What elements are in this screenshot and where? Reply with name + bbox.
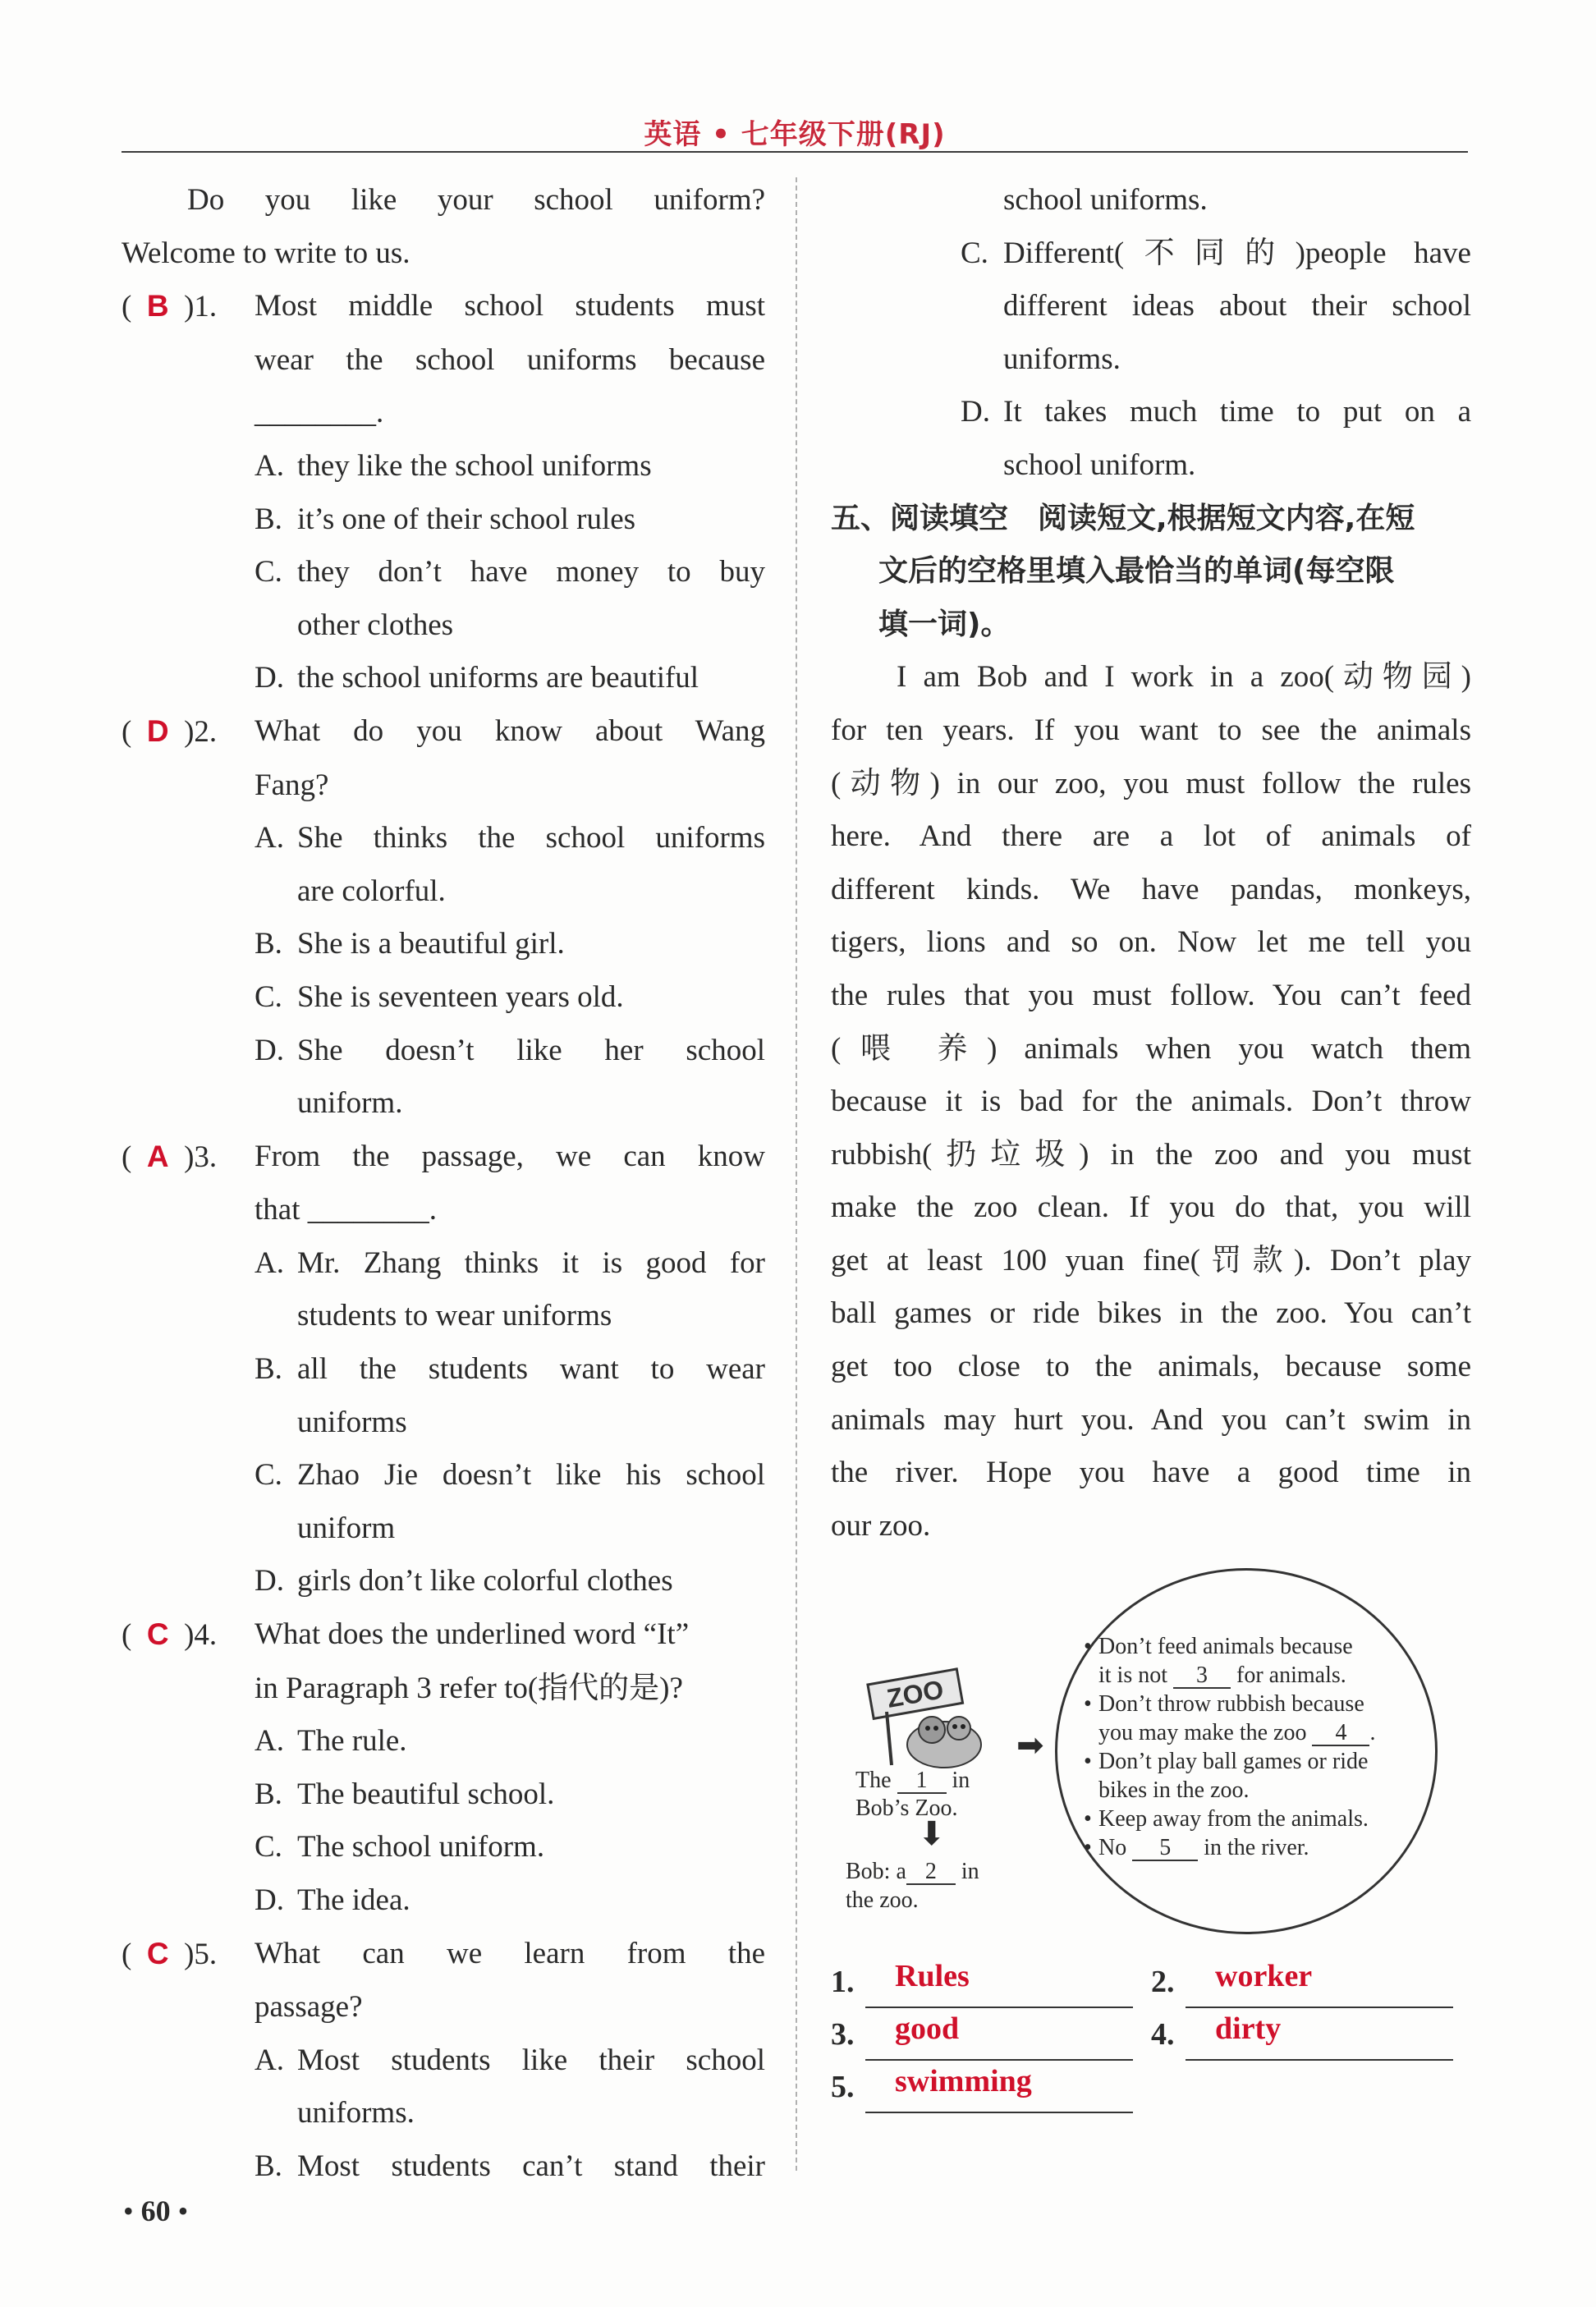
option: uniforms xyxy=(297,1405,407,1439)
header-rule xyxy=(122,151,1468,153)
option: A. Most students like their school xyxy=(255,2043,765,2077)
answer-4: 4. dirty xyxy=(1151,2008,1471,2061)
option: A. Mr. Zhang thinks it is good for xyxy=(255,1245,765,1280)
rule-item: • Don’t throw rubbish because you may make the zoo 4 . xyxy=(1084,1690,1445,1747)
header-title: 英语 • 七年级下册(RJ) xyxy=(644,118,946,151)
question-stem: wear the school uniforms because xyxy=(255,342,765,377)
question-stem: What do you know about Wang xyxy=(255,713,765,748)
option: C. The school uniform. xyxy=(255,1830,545,1864)
option: B. The beautiful school. xyxy=(255,1777,555,1811)
answer-2: 2. worker xyxy=(1151,1956,1471,2008)
section-title: 五、阅读填空 阅读短文,根据短文内容,在短 文后的空格里填入最恰当的单词(每空限 填一词)。 xyxy=(831,501,1415,641)
rule-item: • No 5 in the river. xyxy=(1084,1833,1445,1862)
option: students to wear uniforms xyxy=(297,1299,612,1333)
option: B. it’s one of their school rules xyxy=(255,502,636,536)
option: C. Zhao Jie doesn’t like his school xyxy=(255,1458,765,1493)
question-stem: From the passage, we can know xyxy=(255,1139,765,1173)
option: A. She thinks the school uniforms xyxy=(255,821,765,855)
option: D. The idea. xyxy=(255,1883,410,1917)
rule-item: • Don’t play ball games or ride bikes in the zoo. xyxy=(1084,1747,1445,1805)
rule-item: • Keep away from the animals. xyxy=(1084,1805,1445,1833)
option: are colorful. xyxy=(297,874,446,908)
intro-line-2: Welcome to write to us. xyxy=(122,236,410,270)
intro-line-1: Do you like your school uniform? xyxy=(187,183,766,217)
bob-caption: Bob: a 2 in the zoo. xyxy=(846,1859,979,1913)
question-stem: ________. xyxy=(255,396,384,430)
reading-passage: I am Bob and I work in a zoo(动物园) for ten years. If you want to see the animals (动物) in our zoo, you must follow the rules here. And there are a lot of animals of different kinds. We have pandas, monkeys, tigers, lions and so on. Now let me tell you the rules that you must follow. You can’t feed (喂 养) animals when you watch them because it is bad for the animals. Don’t throw rubbish(扔垃圾) in the zoo and you must make the zoo clean. If you do that, you will get at least 100 yuan fine(罚款). Don’t play ball games or ride bikes in the zoo. You can’t get too close to the animals, because some animals may hurt you. And you can’t swim in the river. Hope you have a good time in our zoo. xyxy=(831,660,1471,1543)
option: D. the school uniforms are beautiful xyxy=(255,661,699,695)
option: A. they like the school uniforms xyxy=(255,448,652,483)
left-column xyxy=(122,174,765,2194)
option: B. She is a beautiful girl. xyxy=(255,927,565,961)
answer-1: 1. Rules xyxy=(831,1956,1151,2008)
option: uniform xyxy=(297,1511,396,1545)
question-2 xyxy=(122,705,765,759)
option: C. Different(不同的)people have xyxy=(961,236,1471,270)
answer-key: ( A )3. xyxy=(122,1139,218,1174)
question-1 xyxy=(122,280,765,334)
zoo-sign-illustration xyxy=(854,1663,1002,1769)
option: C. She is seventeen years old. xyxy=(255,979,624,1014)
option: A. The rule. xyxy=(255,1724,407,1759)
option: uniform. xyxy=(297,1086,403,1121)
option: D. She doesn’t like her school xyxy=(255,1033,765,1067)
answer-key: ( D )2. xyxy=(122,713,218,749)
option: B. Most students can’t stand their xyxy=(255,2149,765,2183)
zoo-caption: The 1 in Bob’s Zoo. xyxy=(855,1768,970,1821)
option: uniforms. xyxy=(297,2096,415,2130)
option: school uniform. xyxy=(1003,447,1196,482)
arrow-down-icon: ⬇ xyxy=(918,1815,946,1852)
question-stem: What can we learn from the xyxy=(255,1936,765,1970)
answer-list xyxy=(831,1956,1471,2113)
zoo-rules-diagram xyxy=(837,1568,1478,1929)
question-stem: that ________. xyxy=(255,1193,437,1227)
answer-key: ( C )4. xyxy=(122,1617,218,1653)
option: C. they don’t have money to buy xyxy=(255,555,765,589)
answer-3: 3. good xyxy=(831,2008,1151,2061)
option: different ideas about their school xyxy=(1003,289,1471,323)
question-stem: in Paragraph 3 refer to(指代的是)? xyxy=(255,1671,683,1705)
rules-list xyxy=(1084,1632,1445,1862)
rule-item: • Don’t feed animals because it is not 3 for animals. xyxy=(1084,1632,1445,1690)
option-continued: school uniforms. xyxy=(1003,183,1208,217)
option: D. girls don’t like colorful clothes xyxy=(255,1564,673,1598)
option: uniforms. xyxy=(1003,342,1121,376)
svg-text:ZOO: ZOO xyxy=(884,1674,947,1713)
answer-key: ( B )1. xyxy=(122,289,218,324)
option: D. It takes much time to put on a xyxy=(961,395,1471,429)
option: other clothes xyxy=(297,608,454,642)
arrow-right-icon: ➡ xyxy=(1016,1727,1044,1764)
right-column xyxy=(831,174,1471,1553)
question-5 xyxy=(122,1928,765,1982)
answer-5: 5. swimming xyxy=(831,2061,1159,2113)
column-divider xyxy=(796,177,797,2171)
question-3 xyxy=(122,1131,765,1185)
question-4 xyxy=(122,1608,765,1663)
page-number: • 60 • xyxy=(123,2195,189,2227)
question-stem: Most middle school students must xyxy=(255,289,765,323)
question-stem: passage? xyxy=(255,1990,363,2025)
answer-key: ( C )5. xyxy=(122,1936,218,1971)
question-stem: What does the underlined word “It” xyxy=(255,1617,690,1652)
question-stem: Fang? xyxy=(255,768,329,802)
option: B. all the students want to wear xyxy=(255,1352,765,1387)
